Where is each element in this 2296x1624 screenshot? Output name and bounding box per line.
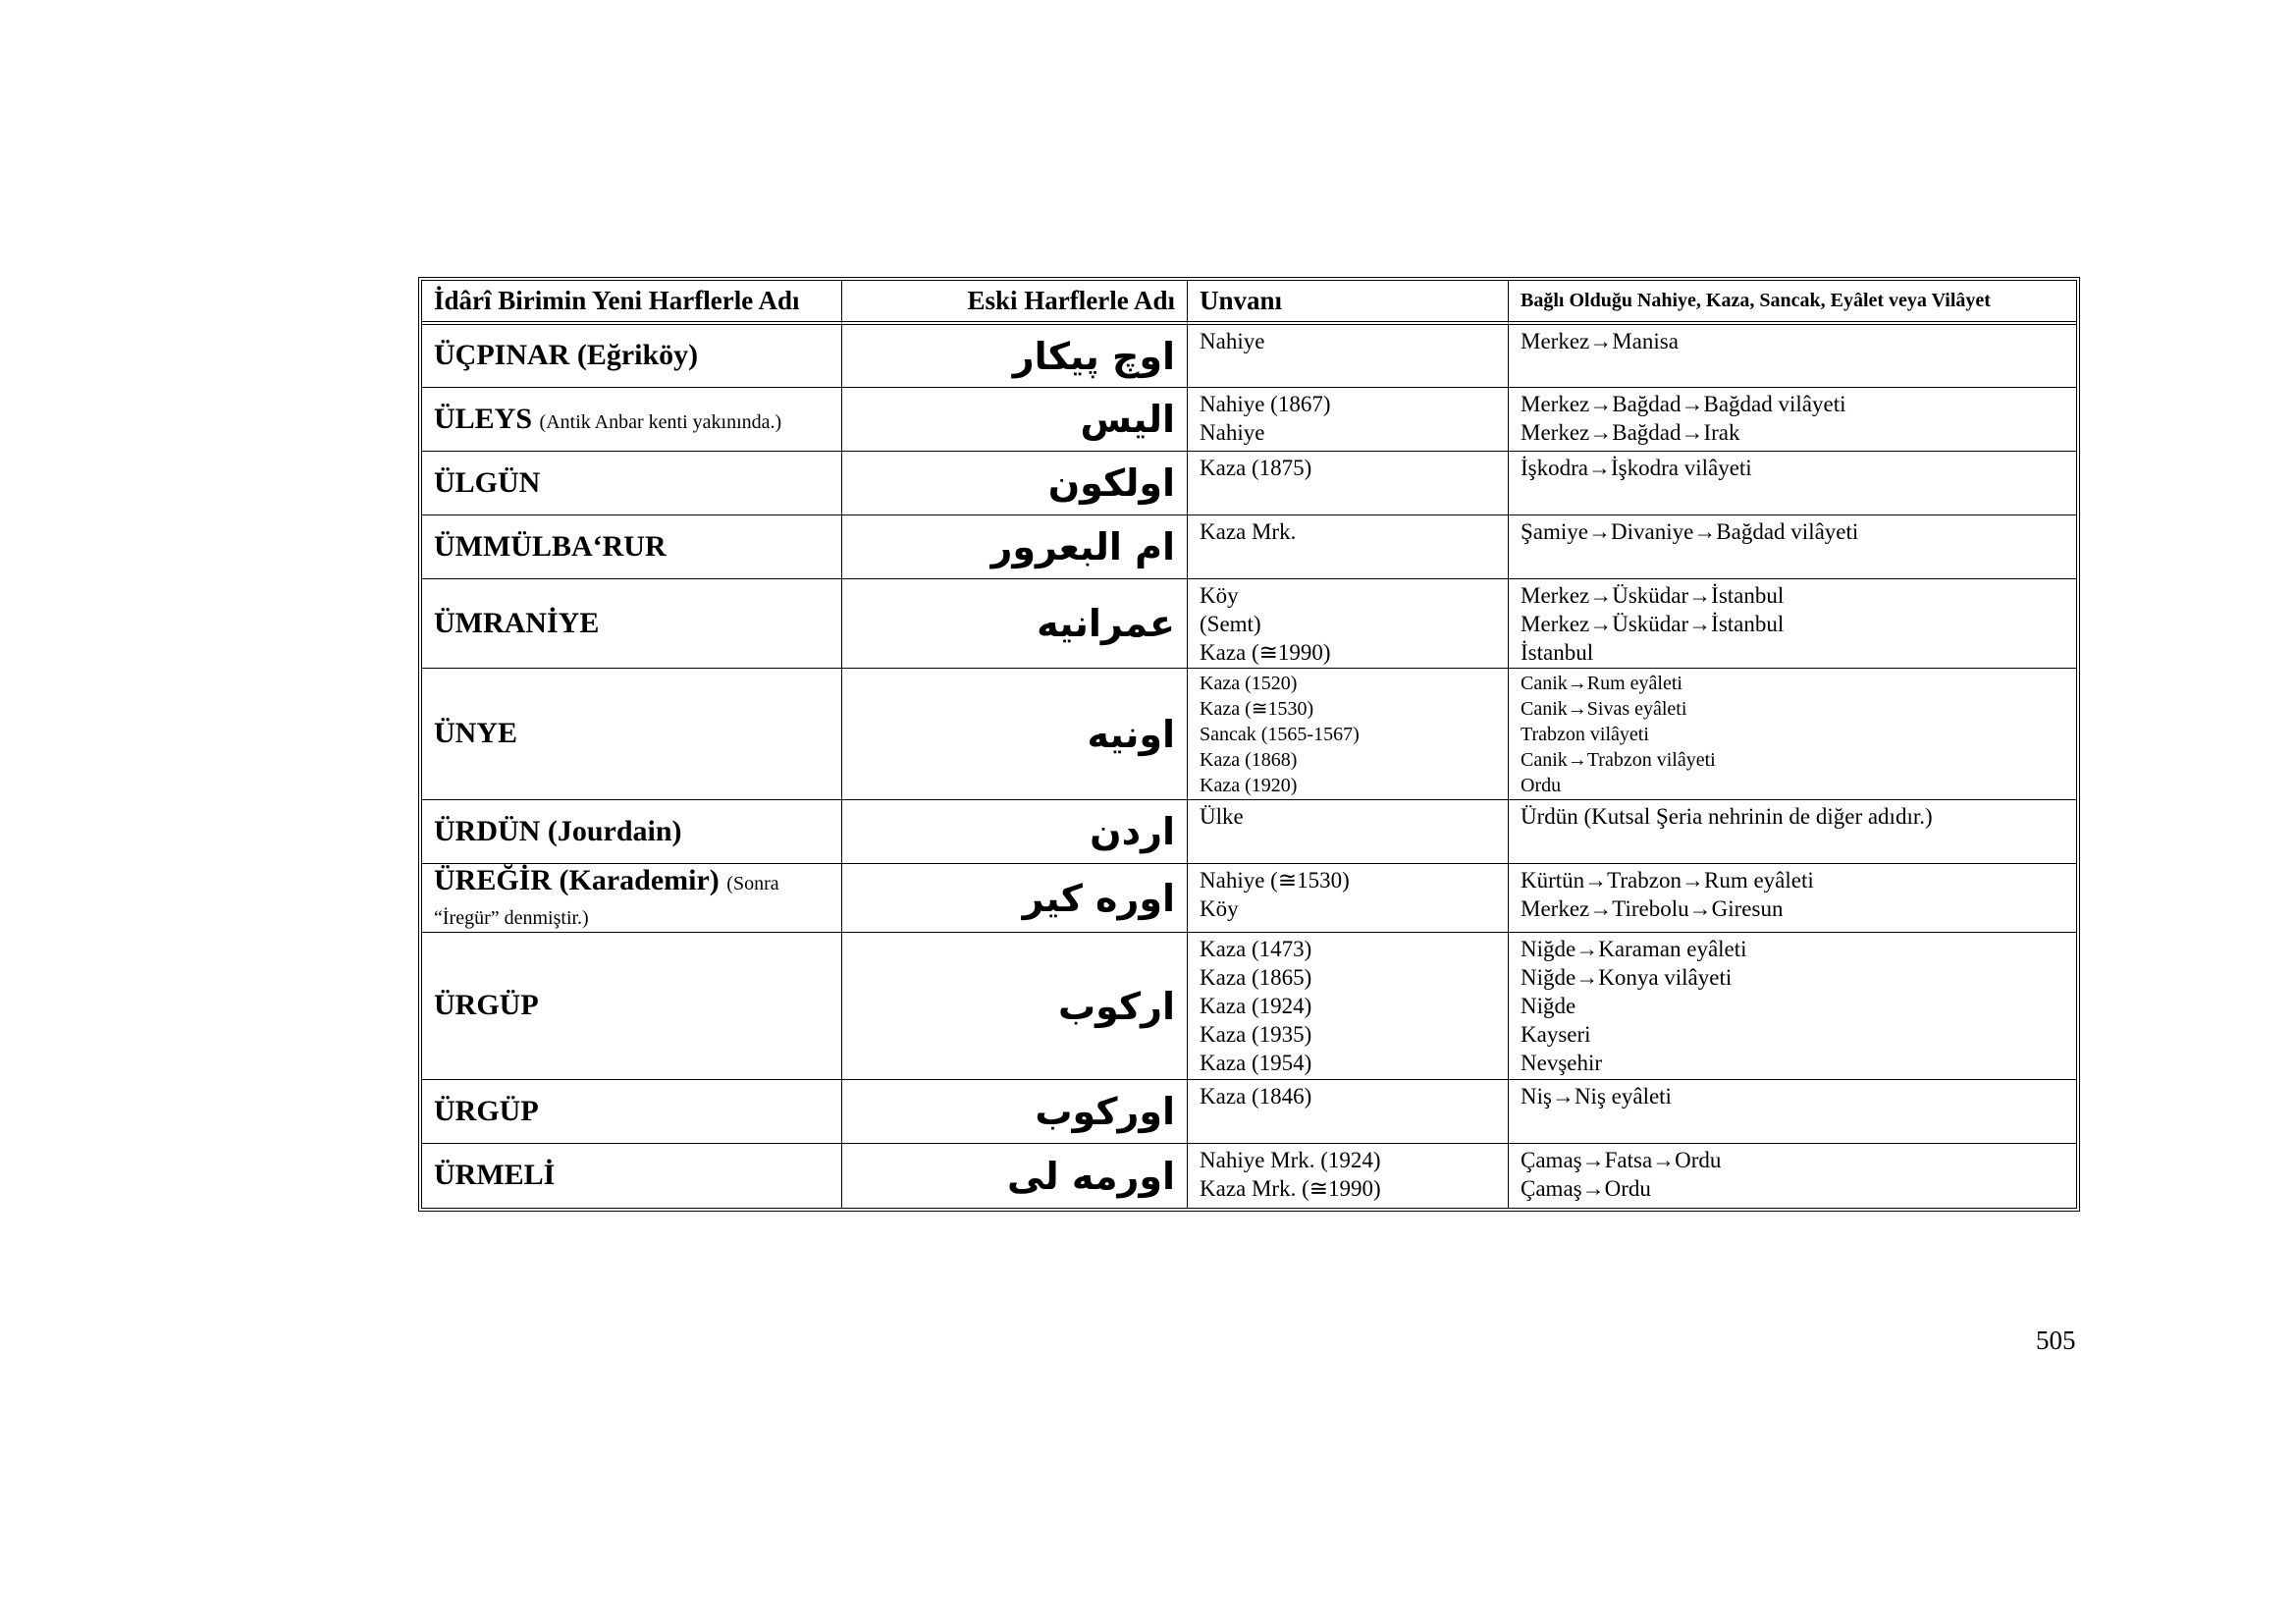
unit-new-name bbox=[422, 1080, 842, 1144]
unit-title-list bbox=[1188, 669, 1509, 800]
unit-title: Kaza (1935) bbox=[1200, 1022, 1312, 1047]
unit-title-list bbox=[1188, 933, 1509, 1080]
unit-title: Kaza (1520) bbox=[1200, 673, 1298, 694]
unit-affiliation: Ordu bbox=[1521, 775, 1562, 796]
table-row bbox=[422, 800, 2076, 864]
unit-title: Nahiye Mrk. (1924) bbox=[1200, 1148, 1381, 1172]
unit-title: Köy bbox=[1200, 896, 1239, 921]
unit-affiliation: Merkez→Bağdad→Irak bbox=[1521, 420, 1740, 445]
unit-affiliation: Canik→Trabzon vilâyeti bbox=[1521, 749, 1716, 771]
unit-title: Kaza (≅1990) bbox=[1200, 640, 1331, 665]
table-row bbox=[422, 1144, 2076, 1208]
unit-affiliation: Merkez→Tirebolu→Giresun bbox=[1521, 896, 1784, 921]
unit-title-list bbox=[1188, 1080, 1509, 1144]
unit-title: Sancak (1565-1567) bbox=[1200, 724, 1360, 745]
unit-affiliation: Canik→Sivas eyâleti bbox=[1521, 698, 1687, 720]
unit-affiliation: Kürtün→Trabzon→Rum eyâleti bbox=[1521, 868, 1814, 893]
unit-name-text: ÜLEYS bbox=[434, 402, 533, 435]
unit-affiliation: Merkez→Manisa bbox=[1521, 329, 1679, 353]
unit-title-list bbox=[1188, 1144, 1509, 1208]
unit-title: Nahiye bbox=[1200, 420, 1265, 445]
table-row bbox=[422, 452, 2076, 515]
unit-title-list bbox=[1188, 864, 1509, 933]
unit-affiliation-list bbox=[1509, 864, 2076, 933]
unit-title: Kaza (1920) bbox=[1200, 775, 1298, 796]
unit-new-name bbox=[422, 388, 842, 452]
table-row bbox=[422, 515, 2076, 579]
page-number: 505 bbox=[2036, 1326, 2076, 1355]
table-row bbox=[422, 1080, 2076, 1144]
administrative-units-table bbox=[418, 277, 2080, 1212]
unit-name-note: (Antik Anbar kenti yakınında.) bbox=[539, 410, 782, 433]
unit-old-name: اركوب bbox=[842, 933, 1188, 1080]
table-body bbox=[422, 325, 2076, 1208]
unit-new-name bbox=[422, 669, 842, 800]
unit-affiliation-list bbox=[1509, 1144, 2076, 1208]
unit-title-list bbox=[1188, 800, 1509, 864]
unit-new-name bbox=[422, 515, 842, 579]
unit-old-name: اردن bbox=[842, 800, 1188, 864]
unit-new-name bbox=[422, 800, 842, 864]
unit-title-list bbox=[1188, 388, 1509, 452]
unit-affiliation: Kayseri bbox=[1521, 1022, 1591, 1047]
unit-title: Kaza Mrk. (≅1990) bbox=[1200, 1176, 1381, 1201]
unit-old-name: ام البعرور bbox=[842, 515, 1188, 579]
unit-new-name bbox=[422, 452, 842, 515]
unit-affiliation: Merkez→Bağdad→Bağdad vilâyeti bbox=[1521, 392, 1846, 416]
unit-new-name bbox=[422, 325, 842, 388]
unit-old-name: اوره كير bbox=[842, 864, 1188, 933]
unit-title-list bbox=[1188, 515, 1509, 579]
unit-name-text: ÜRMELİ bbox=[434, 1159, 556, 1192]
unit-affiliation-list bbox=[1509, 669, 2076, 800]
unit-old-name: عمرانيه bbox=[842, 579, 1188, 669]
unit-new-name bbox=[422, 1144, 842, 1208]
unit-old-name: اليس bbox=[842, 388, 1188, 452]
unit-affiliation-list bbox=[1509, 452, 2076, 515]
unit-affiliation-list bbox=[1509, 325, 2076, 388]
table-row bbox=[422, 864, 2076, 933]
unit-affiliation: Niş→Niş eyâleti bbox=[1521, 1084, 1672, 1109]
unit-name-text: ÜNYE bbox=[434, 717, 518, 750]
unit-name-note: (Sonra “İregür” denmiştir.) bbox=[434, 873, 779, 929]
header-affiliation: Bağlı Olduğu Nahiye, Kaza, Sancak, Eyâlet veya Vilâyet bbox=[1509, 281, 2076, 325]
unit-affiliation: Trabzon vilâyeti bbox=[1521, 724, 1649, 745]
unit-title: Kaza (1875) bbox=[1200, 456, 1312, 480]
unit-title: Kaza (1473) bbox=[1200, 937, 1312, 961]
unit-title: Kaza (1846) bbox=[1200, 1084, 1312, 1109]
unit-title: Nahiye bbox=[1200, 329, 1265, 353]
unit-name-text: ÜÇPINAR (Eğriköy) bbox=[434, 339, 699, 372]
unit-title: Kaza Mrk. bbox=[1200, 519, 1297, 544]
unit-affiliation-list bbox=[1509, 515, 2076, 579]
unit-affiliation: Niğde bbox=[1521, 994, 1576, 1018]
unit-affiliation: Nevşehir bbox=[1521, 1051, 1603, 1075]
unit-name-text: ÜRGÜP bbox=[434, 1094, 539, 1127]
unit-affiliation: Ürdün (Kutsal Şeria nehrinin de diğer adıdır.) bbox=[1521, 804, 1933, 829]
unit-affiliation: Şamiye→Divaniye→Bağdad vilâyeti bbox=[1521, 519, 1859, 544]
unit-affiliation: Merkez→Üsküdar→İstanbul bbox=[1521, 583, 1785, 608]
unit-affiliation: Niğde→Konya vilâyeti bbox=[1521, 965, 1733, 990]
unit-title: Kaza (1924) bbox=[1200, 994, 1312, 1018]
unit-title: Kaza (≅1530) bbox=[1200, 698, 1314, 720]
table-row bbox=[422, 669, 2076, 800]
table-row bbox=[422, 579, 2076, 669]
unit-affiliation-list bbox=[1509, 933, 2076, 1080]
unit-name-text: ÜLGÜN bbox=[434, 465, 541, 499]
unit-name-text: ÜREĞİR (Karademir) bbox=[434, 864, 720, 896]
unit-title: Nahiye (≅1530) bbox=[1200, 868, 1350, 893]
unit-affiliation-list bbox=[1509, 1080, 2076, 1144]
unit-name-text: ÜRGÜP bbox=[434, 989, 539, 1022]
unit-title: Kaza (1868) bbox=[1200, 749, 1298, 771]
unit-title: Nahiye (1867) bbox=[1200, 392, 1331, 416]
unit-title: (Semt) bbox=[1200, 612, 1261, 636]
header-new-name: İdârî Birimin Yeni Harflerle Adı bbox=[422, 281, 842, 325]
header-title: Unvanı bbox=[1188, 281, 1509, 325]
unit-new-name bbox=[422, 933, 842, 1080]
table-row bbox=[422, 388, 2076, 452]
table-row bbox=[422, 933, 2076, 1080]
unit-affiliation: Canik→Rum eyâleti bbox=[1521, 673, 1682, 694]
unit-title: Kaza (1865) bbox=[1200, 965, 1312, 990]
unit-new-name bbox=[422, 864, 842, 933]
unit-title: Ülke bbox=[1200, 804, 1244, 829]
unit-new-name bbox=[422, 579, 842, 669]
unit-affiliation-list bbox=[1509, 579, 2076, 669]
unit-name-text: ÜMMÜLBA‘RUR bbox=[434, 529, 667, 563]
unit-old-name: اورمه لى bbox=[842, 1144, 1188, 1208]
unit-old-name: اوركوب bbox=[842, 1080, 1188, 1144]
unit-old-name: اولكون bbox=[842, 452, 1188, 515]
unit-old-name: اوچ پيكار bbox=[842, 325, 1188, 388]
unit-title-list bbox=[1188, 579, 1509, 669]
unit-title: Köy bbox=[1200, 583, 1239, 608]
unit-affiliation: Niğde→Karaman eyâleti bbox=[1521, 937, 1747, 961]
table-header-row bbox=[422, 281, 2076, 325]
unit-affiliation: Çamaş→Fatsa→Ordu bbox=[1521, 1148, 1722, 1172]
unit-affiliation-list bbox=[1509, 388, 2076, 452]
unit-affiliation-list bbox=[1509, 800, 2076, 864]
unit-title-list bbox=[1188, 325, 1509, 388]
unit-affiliation: İşkodra→İşkodra vilâyeti bbox=[1521, 456, 1752, 480]
unit-affiliation: Merkez→Üsküdar→İstanbul bbox=[1521, 612, 1785, 636]
unit-affiliation: Çamaş→Ordu bbox=[1521, 1176, 1651, 1201]
unit-name-text: ÜRDÜN (Jourdain) bbox=[434, 814, 682, 847]
unit-name-text: ÜMRANİYE bbox=[434, 606, 600, 639]
unit-old-name: اونيه bbox=[842, 669, 1188, 800]
unit-affiliation: İstanbul bbox=[1521, 640, 1594, 665]
unit-title: Kaza (1954) bbox=[1200, 1051, 1312, 1075]
unit-title-list bbox=[1188, 452, 1509, 515]
table-row bbox=[422, 325, 2076, 388]
header-old-name: Eski Harflerle Adı bbox=[842, 281, 1188, 325]
